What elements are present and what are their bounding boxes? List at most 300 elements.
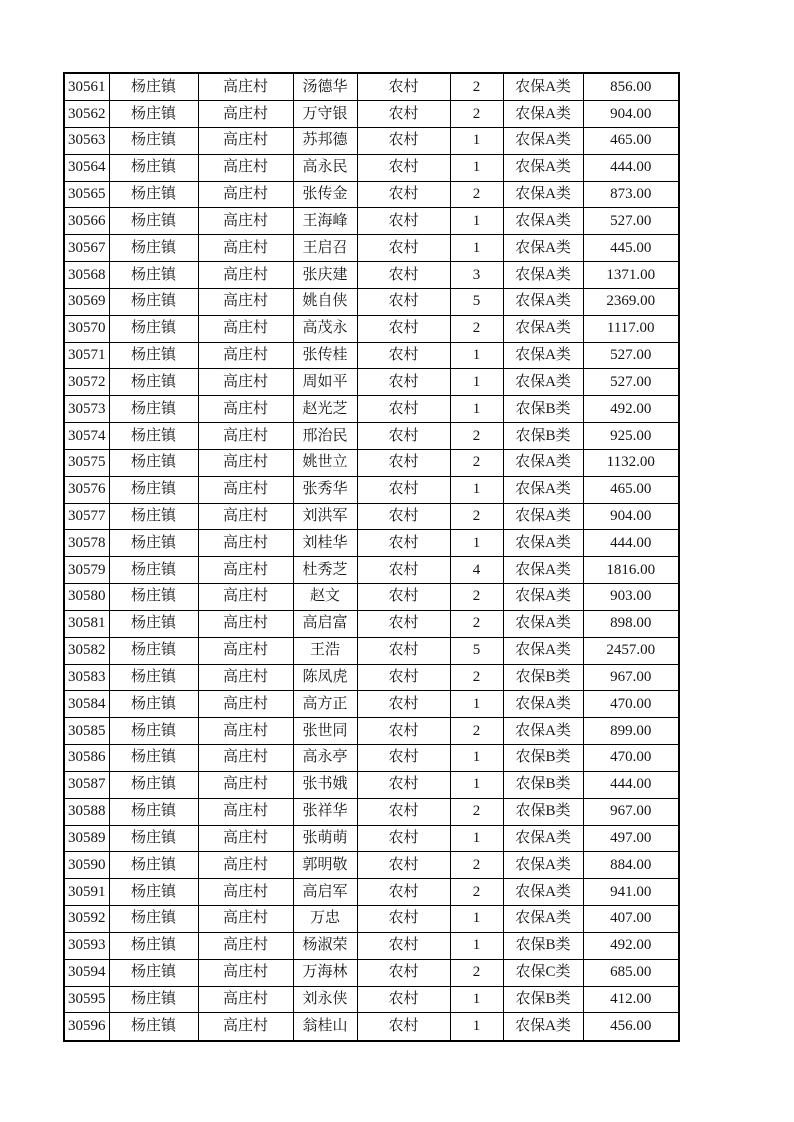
table-row [64,423,679,450]
table-row [64,879,679,906]
cell-person-name: 万海林 [293,959,357,986]
cell-town: 杨庄镇 [109,584,198,611]
cell-serial-number: 30567 [64,235,109,262]
cell-town: 杨庄镇 [109,235,198,262]
table-row [64,745,679,772]
cell-village: 高庄村 [198,932,293,959]
cell-household-count: 1 [450,154,503,181]
table-row [64,1013,679,1041]
cell-insurance-category: 农保A类 [503,637,583,664]
cell-household-count: 2 [450,73,503,101]
cell-area-type: 农村 [357,315,450,342]
cell-area-type: 农村 [357,128,450,155]
cell-serial-number: 30589 [64,825,109,852]
cell-insurance-category: 农保A类 [503,691,583,718]
table-row [64,610,679,637]
cell-person-name: 邢治民 [293,423,357,450]
cell-insurance-category: 农保A类 [503,128,583,155]
cell-insurance-category: 农保B类 [503,664,583,691]
cell-insurance-category: 农保A类 [503,449,583,476]
cell-area-type: 农村 [357,208,450,235]
cell-household-count: 1 [450,369,503,396]
cell-amount: 527.00 [583,208,679,235]
cell-insurance-category: 农保A类 [503,476,583,503]
cell-amount: 497.00 [583,825,679,852]
table-row [64,449,679,476]
cell-insurance-category: 农保A类 [503,235,583,262]
cell-town: 杨庄镇 [109,745,198,772]
cell-town: 杨庄镇 [109,986,198,1013]
table-row [64,637,679,664]
cell-village: 高庄村 [198,342,293,369]
cell-household-count: 1 [450,342,503,369]
cell-village: 高庄村 [198,557,293,584]
cell-amount: 407.00 [583,906,679,933]
cell-insurance-category: 农保B类 [503,986,583,1013]
table-row [64,932,679,959]
cell-town: 杨庄镇 [109,288,198,315]
cell-village: 高庄村 [198,315,293,342]
cell-person-name: 张传金 [293,181,357,208]
cell-household-count: 1 [450,1013,503,1041]
cell-town: 杨庄镇 [109,423,198,450]
cell-insurance-category: 农保A类 [503,852,583,879]
cell-amount: 470.00 [583,691,679,718]
cell-insurance-category: 农保A类 [503,825,583,852]
cell-household-count: 2 [450,315,503,342]
table-row [64,262,679,289]
cell-serial-number: 30564 [64,154,109,181]
cell-village: 高庄村 [198,986,293,1013]
cell-amount: 967.00 [583,664,679,691]
cell-town: 杨庄镇 [109,73,198,101]
cell-village: 高庄村 [198,825,293,852]
cell-household-count: 2 [450,503,503,530]
cell-insurance-category: 农保B类 [503,771,583,798]
cell-person-name: 姚世立 [293,449,357,476]
cell-town: 杨庄镇 [109,798,198,825]
cell-town: 杨庄镇 [109,637,198,664]
table-row [64,101,679,128]
cell-insurance-category: 农保A类 [503,101,583,128]
cell-village: 高庄村 [198,208,293,235]
cell-serial-number: 30594 [64,959,109,986]
cell-household-count: 4 [450,557,503,584]
cell-household-count: 1 [450,825,503,852]
cell-insurance-category: 农保A类 [503,557,583,584]
cell-serial-number: 30569 [64,288,109,315]
table-row [64,369,679,396]
cell-village: 高庄村 [198,959,293,986]
cell-area-type: 农村 [357,745,450,772]
cell-person-name: 刘洪军 [293,503,357,530]
cell-serial-number: 30582 [64,637,109,664]
cell-amount: 465.00 [583,476,679,503]
cell-amount: 1117.00 [583,315,679,342]
cell-household-count: 1 [450,476,503,503]
cell-village: 高庄村 [198,181,293,208]
cell-town: 杨庄镇 [109,664,198,691]
cell-town: 杨庄镇 [109,503,198,530]
table-row [64,825,679,852]
cell-village: 高庄村 [198,369,293,396]
cell-town: 杨庄镇 [109,530,198,557]
cell-village: 高庄村 [198,396,293,423]
cell-serial-number: 30588 [64,798,109,825]
cell-area-type: 农村 [357,610,450,637]
cell-insurance-category: 农保A类 [503,342,583,369]
cell-village: 高庄村 [198,691,293,718]
cell-person-name: 高启军 [293,879,357,906]
cell-town: 杨庄镇 [109,959,198,986]
table-row [64,530,679,557]
cell-household-count: 3 [450,262,503,289]
cell-town: 杨庄镇 [109,369,198,396]
cell-insurance-category: 农保A类 [503,530,583,557]
cell-village: 高庄村 [198,503,293,530]
table-row [64,396,679,423]
cell-person-name: 郭明敬 [293,852,357,879]
cell-area-type: 农村 [357,691,450,718]
cell-household-count: 2 [450,423,503,450]
cell-amount: 873.00 [583,181,679,208]
cell-area-type: 农村 [357,396,450,423]
cell-area-type: 农村 [357,718,450,745]
cell-serial-number: 30581 [64,610,109,637]
cell-area-type: 农村 [357,235,450,262]
cell-village: 高庄村 [198,128,293,155]
cell-area-type: 农村 [357,1013,450,1041]
cell-amount: 1816.00 [583,557,679,584]
cell-serial-number: 30595 [64,986,109,1013]
cell-amount: 967.00 [583,798,679,825]
cell-area-type: 农村 [357,154,450,181]
cell-serial-number: 30575 [64,449,109,476]
cell-insurance-category: 农保A类 [503,906,583,933]
table-row [64,315,679,342]
cell-household-count: 2 [450,584,503,611]
cell-person-name: 翁桂山 [293,1013,357,1041]
cell-serial-number: 30583 [64,664,109,691]
cell-area-type: 农村 [357,879,450,906]
table-row [64,959,679,986]
cell-person-name: 杜秀芝 [293,557,357,584]
cell-serial-number: 30579 [64,557,109,584]
cell-village: 高庄村 [198,718,293,745]
cell-household-count: 2 [450,852,503,879]
cell-village: 高庄村 [198,906,293,933]
cell-town: 杨庄镇 [109,771,198,798]
cell-amount: 527.00 [583,342,679,369]
cell-person-name: 高方正 [293,691,357,718]
cell-area-type: 农村 [357,449,450,476]
table-row [64,154,679,181]
cell-serial-number: 30572 [64,369,109,396]
cell-household-count: 1 [450,396,503,423]
cell-person-name: 万守银 [293,101,357,128]
table-row [64,557,679,584]
table-row [64,691,679,718]
cell-amount: 470.00 [583,745,679,772]
cell-serial-number: 30576 [64,476,109,503]
cell-household-count: 1 [450,906,503,933]
table-row [64,476,679,503]
cell-serial-number: 30578 [64,530,109,557]
cell-town: 杨庄镇 [109,396,198,423]
cell-insurance-category: 农保B类 [503,798,583,825]
cell-town: 杨庄镇 [109,932,198,959]
cell-amount: 904.00 [583,503,679,530]
cell-village: 高庄村 [198,610,293,637]
cell-area-type: 农村 [357,181,450,208]
cell-serial-number: 30587 [64,771,109,798]
cell-serial-number: 30596 [64,1013,109,1041]
cell-amount: 444.00 [583,154,679,181]
cell-serial-number: 30568 [64,262,109,289]
cell-insurance-category: 农保B类 [503,396,583,423]
cell-area-type: 农村 [357,852,450,879]
cell-amount: 685.00 [583,959,679,986]
cell-insurance-category: 农保A类 [503,610,583,637]
cell-serial-number: 30570 [64,315,109,342]
cell-amount: 1132.00 [583,449,679,476]
cell-household-count: 2 [450,610,503,637]
cell-serial-number: 30571 [64,342,109,369]
cell-amount: 925.00 [583,423,679,450]
cell-insurance-category: 农保A类 [503,369,583,396]
cell-town: 杨庄镇 [109,128,198,155]
cell-serial-number: 30591 [64,879,109,906]
cell-insurance-category: 农保A类 [503,154,583,181]
cell-household-count: 2 [450,181,503,208]
cell-person-name: 王浩 [293,637,357,664]
cell-village: 高庄村 [198,771,293,798]
cell-person-name: 高永民 [293,154,357,181]
cell-serial-number: 30563 [64,128,109,155]
cell-amount: 884.00 [583,852,679,879]
table-row [64,342,679,369]
cell-serial-number: 30566 [64,208,109,235]
cell-household-count: 5 [450,637,503,664]
cell-amount: 903.00 [583,584,679,611]
cell-person-name: 张传桂 [293,342,357,369]
cell-area-type: 农村 [357,369,450,396]
cell-insurance-category: 农保A类 [503,288,583,315]
cell-town: 杨庄镇 [109,906,198,933]
cell-serial-number: 30592 [64,906,109,933]
cell-insurance-category: 农保A类 [503,503,583,530]
cell-person-name: 刘永侠 [293,986,357,1013]
cell-person-name: 高启富 [293,610,357,637]
benefits-table [63,72,680,1042]
cell-serial-number: 30573 [64,396,109,423]
cell-town: 杨庄镇 [109,610,198,637]
table-row [64,906,679,933]
cell-town: 杨庄镇 [109,262,198,289]
cell-amount: 899.00 [583,718,679,745]
cell-amount: 412.00 [583,986,679,1013]
cell-village: 高庄村 [198,423,293,450]
table-row [64,718,679,745]
cell-amount: 492.00 [583,396,679,423]
cell-area-type: 农村 [357,557,450,584]
cell-serial-number: 30590 [64,852,109,879]
cell-insurance-category: 农保A类 [503,879,583,906]
cell-household-count: 2 [450,718,503,745]
cell-insurance-category: 农保B类 [503,932,583,959]
cell-area-type: 农村 [357,423,450,450]
cell-insurance-category: 农保B类 [503,423,583,450]
cell-person-name: 刘桂华 [293,530,357,557]
cell-amount: 465.00 [583,128,679,155]
cell-person-name: 杨淑荣 [293,932,357,959]
table-row [64,181,679,208]
cell-person-name: 赵文 [293,584,357,611]
cell-household-count: 2 [450,664,503,691]
cell-town: 杨庄镇 [109,101,198,128]
cell-serial-number: 30584 [64,691,109,718]
cell-household-count: 1 [450,691,503,718]
cell-village: 高庄村 [198,262,293,289]
table-row [64,208,679,235]
table-row [64,235,679,262]
cell-town: 杨庄镇 [109,825,198,852]
cell-household-count: 2 [450,449,503,476]
cell-area-type: 农村 [357,530,450,557]
cell-village: 高庄村 [198,584,293,611]
cell-amount: 2369.00 [583,288,679,315]
cell-household-count: 1 [450,235,503,262]
cell-serial-number: 30577 [64,503,109,530]
cell-amount: 898.00 [583,610,679,637]
cell-village: 高庄村 [198,235,293,262]
cell-area-type: 农村 [357,932,450,959]
cell-person-name: 高永亭 [293,745,357,772]
cell-amount: 492.00 [583,932,679,959]
table-row [64,798,679,825]
cell-village: 高庄村 [198,637,293,664]
cell-area-type: 农村 [357,986,450,1013]
cell-amount: 1371.00 [583,262,679,289]
cell-person-name: 周如平 [293,369,357,396]
table-row [64,584,679,611]
cell-amount: 856.00 [583,73,679,101]
table-row [64,288,679,315]
cell-person-name: 张庆建 [293,262,357,289]
cell-area-type: 农村 [357,476,450,503]
cell-village: 高庄村 [198,476,293,503]
cell-household-count: 1 [450,986,503,1013]
cell-household-count: 1 [450,771,503,798]
cell-household-count: 1 [450,530,503,557]
cell-town: 杨庄镇 [109,154,198,181]
cell-household-count: 2 [450,959,503,986]
cell-insurance-category: 农保A类 [503,315,583,342]
cell-town: 杨庄镇 [109,342,198,369]
cell-insurance-category: 农保A类 [503,181,583,208]
cell-household-count: 1 [450,128,503,155]
cell-serial-number: 30586 [64,745,109,772]
cell-person-name: 汤德华 [293,73,357,101]
cell-town: 杨庄镇 [109,852,198,879]
cell-town: 杨庄镇 [109,315,198,342]
table-row [64,986,679,1013]
cell-village: 高庄村 [198,879,293,906]
cell-amount: 445.00 [583,235,679,262]
cell-area-type: 农村 [357,584,450,611]
cell-person-name: 高茂永 [293,315,357,342]
cell-insurance-category: 农保A类 [503,584,583,611]
cell-serial-number: 30593 [64,932,109,959]
cell-person-name: 张萌萌 [293,825,357,852]
cell-area-type: 农村 [357,73,450,101]
cell-village: 高庄村 [198,798,293,825]
cell-serial-number: 30562 [64,101,109,128]
cell-area-type: 农村 [357,262,450,289]
cell-serial-number: 30580 [64,584,109,611]
cell-village: 高庄村 [198,664,293,691]
cell-person-name: 张祥华 [293,798,357,825]
cell-household-count: 5 [450,288,503,315]
cell-area-type: 农村 [357,664,450,691]
cell-insurance-category: 农保B类 [503,745,583,772]
cell-area-type: 农村 [357,771,450,798]
cell-serial-number: 30561 [64,73,109,101]
cell-insurance-category: 农保A类 [503,73,583,101]
table-row [64,503,679,530]
cell-insurance-category: 农保A类 [503,262,583,289]
cell-insurance-category: 农保A类 [503,208,583,235]
cell-person-name: 张书娥 [293,771,357,798]
cell-town: 杨庄镇 [109,181,198,208]
table-row [64,128,679,155]
cell-area-type: 农村 [357,825,450,852]
cell-serial-number: 30585 [64,718,109,745]
cell-amount: 904.00 [583,101,679,128]
cell-village: 高庄村 [198,1013,293,1041]
cell-person-name: 赵光芝 [293,396,357,423]
cell-village: 高庄村 [198,449,293,476]
cell-serial-number: 30574 [64,423,109,450]
cell-town: 杨庄镇 [109,1013,198,1041]
cell-village: 高庄村 [198,154,293,181]
cell-town: 杨庄镇 [109,718,198,745]
table-row [64,664,679,691]
cell-village: 高庄村 [198,852,293,879]
cell-town: 杨庄镇 [109,208,198,235]
cell-household-count: 1 [450,745,503,772]
cell-area-type: 农村 [357,288,450,315]
cell-town: 杨庄镇 [109,557,198,584]
cell-area-type: 农村 [357,637,450,664]
cell-person-name: 王海峰 [293,208,357,235]
cell-person-name: 张世同 [293,718,357,745]
cell-amount: 444.00 [583,530,679,557]
cell-village: 高庄村 [198,288,293,315]
cell-amount: 456.00 [583,1013,679,1041]
cell-village: 高庄村 [198,101,293,128]
cell-person-name: 苏邦德 [293,128,357,155]
cell-person-name: 王启召 [293,235,357,262]
cell-amount: 2457.00 [583,637,679,664]
cell-amount: 941.00 [583,879,679,906]
table-row [64,73,679,101]
cell-area-type: 农村 [357,101,450,128]
cell-serial-number: 30565 [64,181,109,208]
cell-household-count: 1 [450,208,503,235]
cell-household-count: 2 [450,879,503,906]
table-row [64,771,679,798]
